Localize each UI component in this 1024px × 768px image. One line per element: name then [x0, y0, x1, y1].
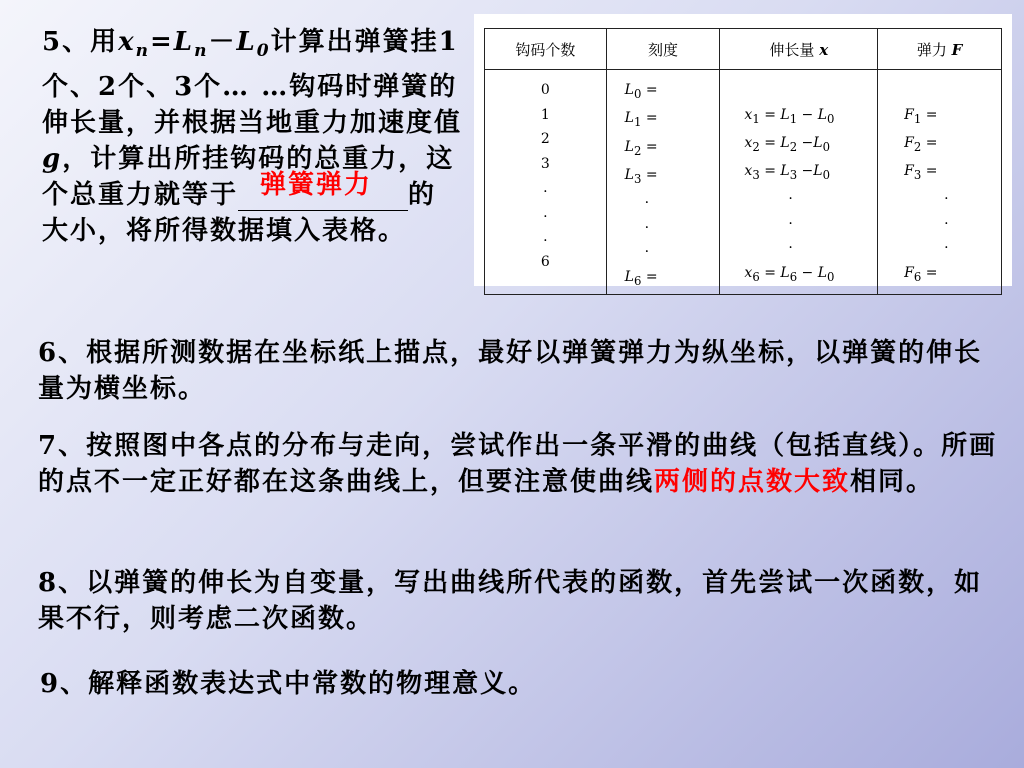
- extension-column: $x_1 = L_1 - L_0$ $x_2 = L_2 -L_0$ $x_3 = L_3 -L_0$ · · · $x_6 = L_6 - L_0$: [720, 70, 878, 295]
- blank-underline: [238, 210, 408, 211]
- header-scale: 刻度: [606, 29, 720, 70]
- step-5-g-symbol: g: [42, 144, 63, 174]
- step-5-calc-text: 计算出弹簧挂1个、2个、3个… …钩码时弹簧的伸长量，并根据当地重力加速度值: [42, 27, 463, 138]
- formula-xn-ln-l0: $x_n=L_n-L_0$: [118, 27, 271, 61]
- step-5-paragraph: [42, 24, 462, 249]
- step-9-paragraph: 9、解释函数表达式中常数的物理意义。: [40, 669, 537, 699]
- force-column: $F_1$ = $F_2$ = $F_3$ = · · · $F_6$ =: [878, 70, 1002, 295]
- header-force: 弹力 F: [878, 29, 1002, 70]
- data-table: [484, 28, 1002, 295]
- table-header-row: [485, 29, 1002, 70]
- step-5-rest-text: ，计算出所挂钩码的总重力，这个总重力就等于: [42, 144, 455, 210]
- step-8-paragraph: 8、以弹簧的伸长为自变量，写出曲线所代表的函数，首先尝试一次函数，如果不行，则考虑二次函数。: [38, 568, 983, 634]
- step-5-end-text: 的大小，将所得数据填入表格。: [42, 180, 437, 246]
- step-5-number: 5、用: [42, 27, 119, 57]
- table-body-row: [485, 70, 1002, 295]
- scale-column: $L_0$ = $L_1$ = $L_2$ = $L_3$ = · · · $L_6$ =: [606, 70, 720, 295]
- answer-blank: [238, 170, 408, 213]
- step-7-highlight: 两侧的点数大致: [654, 467, 851, 497]
- step-6-paragraph: 6、根据所测数据在坐标纸上描点，最好以弹簧弹力为纵坐标，以弹簧的伸长量为横坐标。: [38, 338, 983, 404]
- step-7-text-b: 相同。: [850, 467, 935, 497]
- count-column: 0 1 2 3 . . . 6: [485, 70, 607, 295]
- header-count: 钩码个数: [485, 29, 607, 70]
- step-7-text-a: 7、按照图中各点的分布与走向，尝试作出一条平滑的曲线（包括直线）。所画的点不一定正好都在这条曲线上，但要注意使曲线: [38, 431, 998, 497]
- data-table-image: [474, 14, 1012, 286]
- header-extension: 伸长量 x: [720, 29, 878, 70]
- blank-answer-text: 弹簧弹力: [260, 170, 373, 200]
- step-7-paragraph: [38, 428, 998, 500]
